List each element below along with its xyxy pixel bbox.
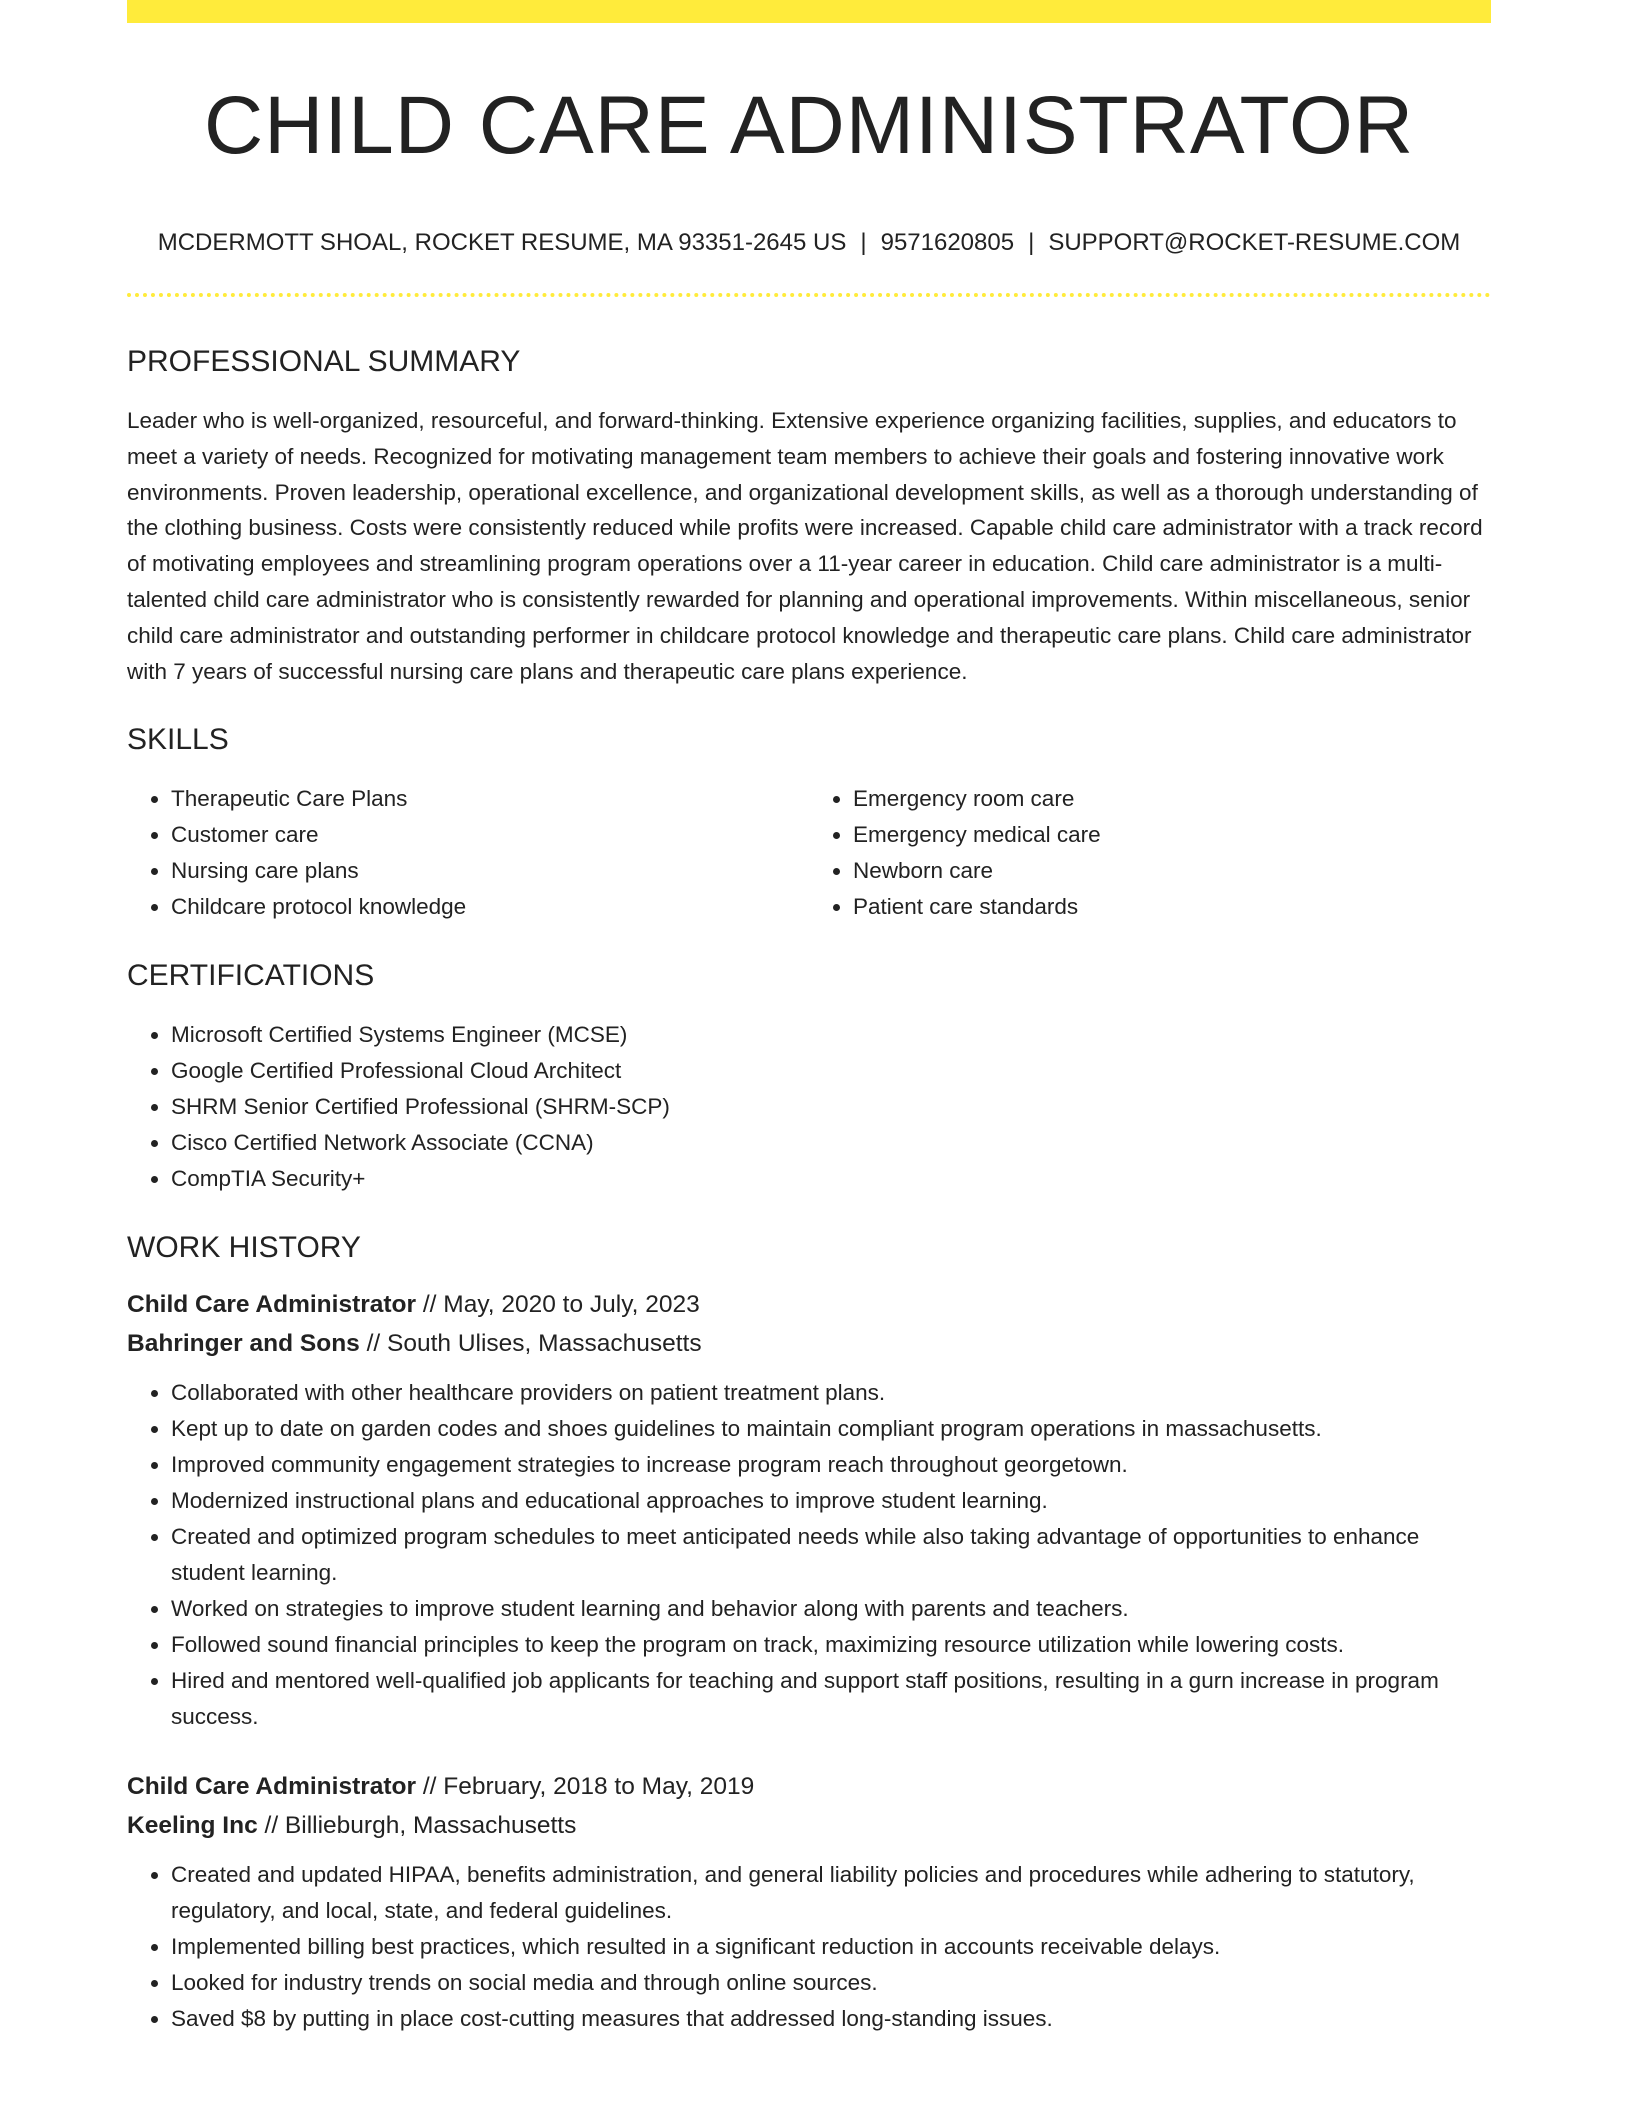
skills-column-left	[127, 781, 809, 925]
skill-item: • Childcare protocol knowledge	[171, 889, 809, 925]
contact-separator: |	[860, 229, 867, 256]
skill-item: • Therapeutic Care Plans	[171, 781, 809, 817]
certifications-heading: CERTIFICATIONS	[127, 959, 375, 993]
job-bullet: • Worked on strategies to improve student learning and behavior along with parents and teachers.	[171, 1591, 1491, 1627]
certification-item: • CompTIA Security+	[171, 1161, 1491, 1197]
job-dates: // February, 2018 to May, 2019	[416, 1773, 755, 1801]
certification-item: • Microsoft Certified Systems Engineer (MCSE)	[171, 1017, 1491, 1053]
job-bullets	[127, 1857, 1491, 2037]
job-bullets	[127, 1375, 1491, 1735]
certifications-list	[127, 1017, 1491, 1197]
job-bullet: • Improved community engagement strategies to increase program reach throughout georgetown.	[171, 1447, 1491, 1483]
dotted-divider	[127, 293, 1491, 297]
job-company: Bahringer and Sons	[127, 1330, 360, 1358]
job-bullet: • Kept up to date on garden codes and shoes guidelines to maintain compliant program operations in massachusetts.	[171, 1411, 1491, 1447]
job-bullet: • Hired and mentored well-qualified job applicants for teaching and support staff positions, resulting in a gurn increase in program success.	[171, 1663, 1491, 1735]
job-title: Child Care Administrator	[127, 1291, 417, 1319]
job-dates: // May, 2020 to July, 2023	[416, 1291, 700, 1319]
job-bullet: • Created and optimized program schedules to meet anticipated needs while also taking advantage of opportunities to enhance student learning.	[171, 1519, 1491, 1591]
skill-item: • Nursing care plans	[171, 853, 809, 889]
resume-page	[127, 0, 1491, 2037]
job-location: // Billieburgh, Massachusetts	[257, 1812, 577, 1840]
contact-separator: |	[1028, 229, 1035, 256]
skills-heading: SKILLS	[127, 723, 229, 757]
skills-list	[127, 781, 1491, 925]
certification-item: • Cisco Certified Network Associate (CCNA)	[171, 1125, 1491, 1161]
summary-heading: PROFESSIONAL SUMMARY	[127, 345, 521, 378]
job-bullet: • Collaborated with other healthcare providers on patient treatment plans.	[171, 1375, 1491, 1411]
skill-item: • Customer care	[171, 817, 809, 853]
contact-phone: 9571620805	[880, 229, 1015, 256]
job-bullet: • Looked for industry trends on social media and through online sources.	[171, 1965, 1491, 2001]
work-history-heading: WORK HISTORY	[127, 1231, 361, 1265]
job-company-line	[127, 1324, 1491, 1363]
certification-item: • Google Certified Professional Cloud Architect	[171, 1053, 1491, 1089]
job-company: Keeling Inc	[127, 1812, 258, 1840]
job-company-line	[127, 1806, 1491, 1845]
accent-bar	[127, 0, 1491, 23]
job-bullet: • Implemented billing best practices, which resulted in a significant reduction in accounts receivable delays.	[171, 1929, 1491, 1965]
skills-column-right	[809, 781, 1491, 925]
skill-item: • Newborn care	[853, 853, 1491, 889]
job-title-line	[127, 1285, 1491, 1324]
summary-text: Leader who is well-organized, resourceful, and forward-thinking. Extensive experience organizing facilities, supplies, and educators to meet a variety of needs. Recognized for motivating management team members to achieve their goals and fostering innovative work environments. Proven leadership, operational excellence, and organizational development skills, as well as a thorough understanding of the clothing business. Costs were consistently reduced while profits were increased. Capable child care administrator with a track record of motivating employees and streamlining program operations over a 11-year career in education. Child care administrator is a multi-talented child care administrator who is consistently rewarded for planning and operational improvements. Within miscellaneous, senior child care administrator and outstanding performer in childcare protocol knowledge and therapeutic care plans. Child care administrator with 7 years of successful nursing care plans and therapeutic care plans experience.	[127, 408, 1483, 684]
skill-item: • Patient care standards	[853, 889, 1491, 925]
skill-item: • Emergency room care	[853, 781, 1491, 817]
certification-item: • SHRM Senior Certified Professional (SHRM-SCP)	[171, 1089, 1491, 1125]
job-entry	[127, 1285, 1491, 1735]
candidate-name: CHILD CARE ADMINISTRATOR	[203, 80, 1415, 171]
skill-item: • Emergency medical care	[853, 817, 1491, 853]
job-bullet: • Modernized instructional plans and educational approaches to improve student learning.	[171, 1483, 1491, 1519]
job-bullet: • Created and updated HIPAA, benefits administration, and general liability policies and procedures while adhering to statutory, regulatory, and local, state, and federal guidelines.	[171, 1857, 1491, 1929]
job-location: // South Ulises, Massachusetts	[359, 1330, 702, 1358]
job-title: Child Care Administrator	[127, 1773, 417, 1801]
job-bullet: • Saved $8 by putting in place cost-cutting measures that addressed long-standing issues.	[171, 2001, 1491, 2037]
contact-line	[127, 231, 1491, 255]
contact-email: SUPPORT@ROCKET-RESUME.COM	[1048, 229, 1461, 256]
job-bullet: • Followed sound financial principles to keep the program on track, maximizing resource utilization while lowering costs.	[171, 1627, 1491, 1663]
job-title-line	[127, 1767, 1491, 1806]
job-entry	[127, 1767, 1491, 2037]
contact-address: MCDERMOTT SHOAL, ROCKET RESUME, MA 93351-2645 US	[157, 229, 847, 256]
